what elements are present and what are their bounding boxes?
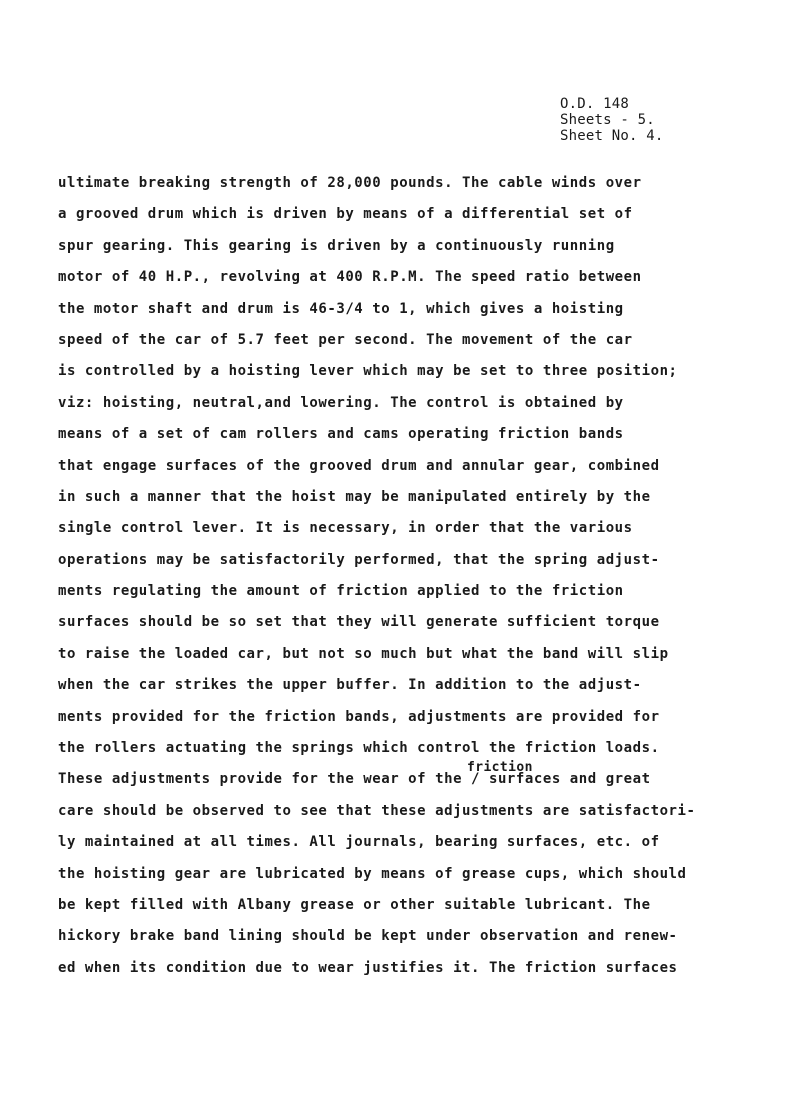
text-line: ly maintained at all times. All journals, bearing surfaces, etc. of [58,834,660,851]
text-line: means of a set of cam rollers and cams operating friction bands [58,426,624,443]
text-line: hickory brake band lining should be kept under observation and renew- [58,928,678,945]
text-line: ed when its condition due to wear justifies it. The friction surfaces [58,959,678,976]
text-line: ments regulating the amount of friction applied to the friction [58,583,624,600]
text-line: ultimate breaking strength of 28,000 pounds. The cable winds over [58,175,642,191]
text-line: single control lever. It is necessary, in order that the various [58,520,633,537]
document-code: O.D. 148 [560,96,630,112]
text-line: that engage surfaces of the grooved drum and annular gear, combined [58,457,660,474]
text-line: These adjustments provide for the wear of the / surfaces and great [58,771,651,788]
text-line: the motor shaft and drum is 46-3/4 to 1, which gives a hoisting [58,300,624,317]
text-line: motor of 40 H.P., revolving at 400 R.P.M. The speed ratio between [58,269,642,286]
text-line: when the car strikes the upper buffer. In addition to the adjust- [58,677,642,694]
text-line: care should be observed to see that these adjustments are satisfactori- [58,802,696,819]
sheet-header [560,96,760,144]
sheet-count: Sheets - 5. [560,112,655,128]
text-line: speed of the car of 5.7 feet per second. The movement of the car [58,331,633,348]
text-line: in such a manner that the hoist may be manipulated entirely by the [58,488,651,505]
text-line: to raise the loaded car, but not so much but what the band will slip [58,645,669,662]
text-line: operations may be satisfactorily performed, that the spring adjust- [58,551,660,568]
text-line: surfaces should be so set that they will generate sufficient torque [58,614,660,631]
text-line: ments provided for the friction bands, adjustments are provided for [58,708,660,725]
typed-paragraph [58,168,748,984]
text-line: a grooved drum which is driven by means of a differential set of [58,206,633,223]
text-line: spur gearing. This gearing is driven by a continuously running [58,237,615,254]
interlineated-word: friction [467,760,533,775]
text-line: is controlled by a hoisting lever which may be set to three position; [58,363,678,380]
sheet-number: Sheet No. 4. [560,128,664,144]
text-line: the hoisting gear are lubricated by means of grease cups, which should [58,865,687,882]
text-line: the rollers actuating the springs which control the friction loads. [58,740,660,757]
text-line: viz: hoisting, neutral,and lowering. The control is obtained by [58,394,624,411]
text-line: be kept filled with Albany grease or other suitable lubricant. The [58,896,651,913]
